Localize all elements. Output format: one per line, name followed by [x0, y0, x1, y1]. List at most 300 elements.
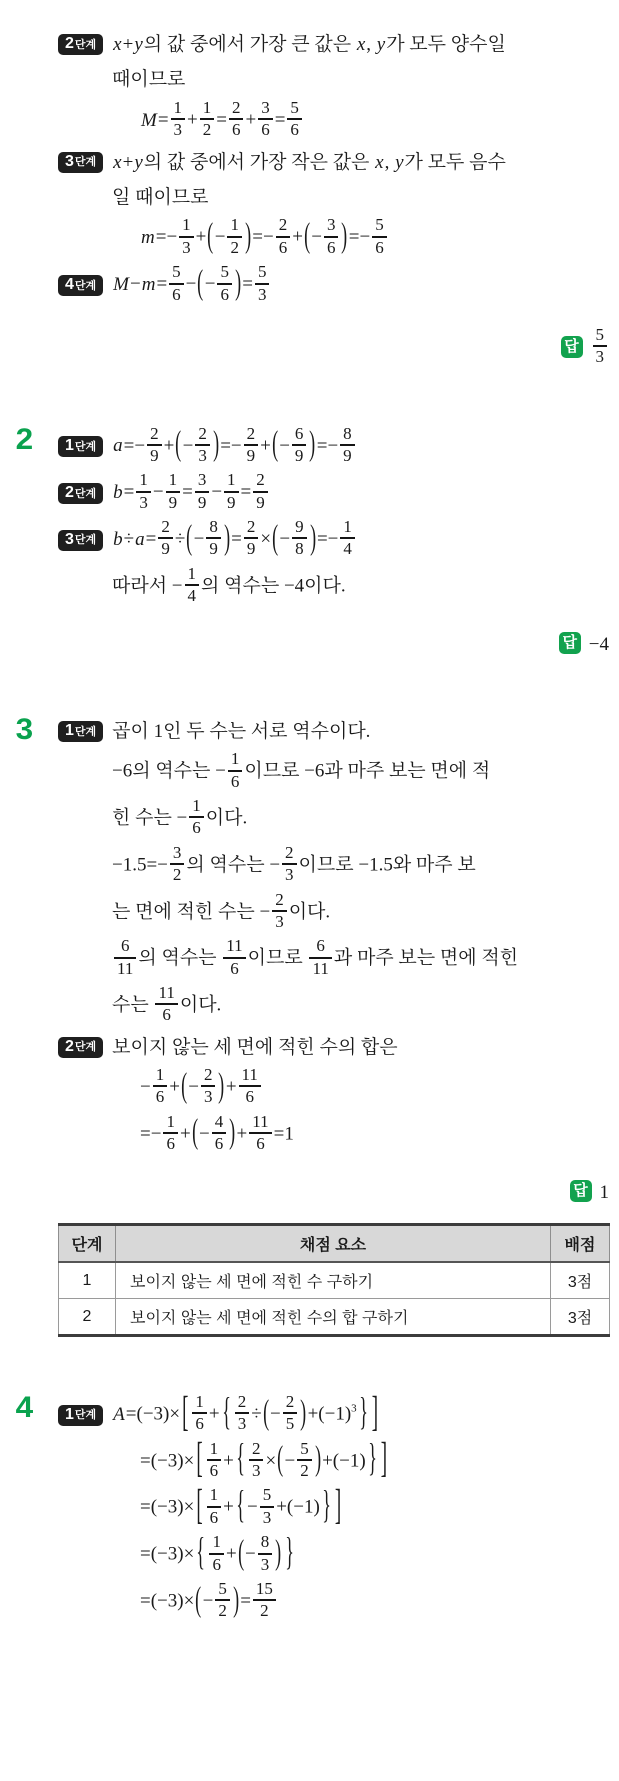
- fraction: [255, 263, 270, 304]
- equation-line: =− $\frac{1}{6}$ +(− $\frac{4}{6}$ )+ $\frac{11}{6}$ =1: [140, 1115, 619, 1156]
- fraction-denominator: 6: [228, 770, 243, 791]
- problem-section: [0, 30, 619, 369]
- big-delimiter: [: [196, 1483, 203, 1530]
- fraction: [593, 326, 608, 367]
- step-content: M−m= $\frac{5}{6}$ −(− $\frac{5}{6}$ )= $\frac{5}{3}$: [112, 265, 271, 306]
- equation-line: =(−3)×(− $\frac{5}{2}$ )= $\frac{15}{2}$: [140, 1582, 619, 1623]
- big-delimiter: (: [186, 518, 193, 558]
- fraction: [195, 471, 210, 512]
- fraction-denominator: 11: [309, 957, 331, 978]
- table-row: [59, 1262, 610, 1299]
- big-delimiter: }: [358, 1391, 368, 1435]
- fraction-numerator: 5: [218, 1578, 227, 1598]
- fraction-denominator: 9: [292, 444, 307, 465]
- fraction: [215, 1580, 230, 1621]
- fraction-denominator: 6: [189, 816, 204, 837]
- fraction: [136, 471, 151, 512]
- fraction-numerator: 15: [255, 1578, 273, 1598]
- answer-row: [0, 324, 609, 369]
- fraction-numerator: 2: [278, 215, 288, 235]
- fraction-numerator: 1: [227, 470, 236, 490]
- fraction: [276, 216, 291, 257]
- answer-badge: 답: [559, 632, 581, 654]
- math-variable: y: [395, 151, 404, 173]
- fraction: [244, 425, 259, 466]
- step-row: [58, 517, 619, 561]
- fraction-denominator: 8: [292, 537, 307, 558]
- fraction: [340, 425, 355, 466]
- fraction-numerator: 5: [172, 262, 181, 282]
- math-variable: A: [113, 1403, 125, 1425]
- fraction-denominator: 6: [258, 118, 273, 139]
- fraction-numerator: 11: [226, 936, 243, 956]
- fraction-denominator: 3: [272, 910, 287, 931]
- fraction-numerator: 11: [252, 1111, 269, 1131]
- big-delimiter: {: [236, 1484, 245, 1528]
- text-line: −1.5=− $\frac{3}{2}$ 의 역수는 − $\frac{2}{3}$ 이므로 −1.5와 마주 보: [112, 842, 476, 885]
- fraction: [195, 425, 210, 466]
- step-badge: [58, 275, 103, 296]
- fraction-denominator: 6: [287, 118, 302, 139]
- step-label: 단계: [74, 38, 97, 51]
- fraction-denominator: 3: [593, 345, 608, 366]
- math-variable: M: [141, 109, 157, 131]
- fraction: [166, 471, 181, 512]
- step-row: [58, 717, 619, 746]
- big-delimiter: ]: [334, 1483, 342, 1530]
- big-delimiter: (: [237, 1533, 244, 1573]
- problem-number: 2: [15, 422, 34, 456]
- step-content: A=(−3)× [ $\frac{1}{6}$ + { $\frac{2}{3}$ ÷(− $\frac{2}{5}$ )$+(-1)^3$ } ]: [112, 1395, 380, 1436]
- grading-table: [58, 1223, 610, 1337]
- fraction-numerator: 1: [192, 796, 201, 816]
- problem-section-3: [0, 712, 619, 1337]
- big-delimiter: (: [272, 518, 279, 558]
- step-label: 단계: [74, 534, 97, 547]
- answer-value: 1: [599, 1181, 609, 1203]
- fraction: [292, 518, 307, 559]
- fraction-denominator: 3: [282, 863, 297, 884]
- fraction: [253, 471, 268, 512]
- fraction-numerator: 2: [256, 470, 265, 490]
- step-row: [58, 1389, 619, 1436]
- math-variable: M: [113, 273, 129, 295]
- fraction-numerator: 1: [182, 215, 191, 235]
- fraction: [249, 1113, 271, 1154]
- math-variable: x: [113, 151, 122, 173]
- fraction-denominator: 6: [212, 1132, 227, 1153]
- big-delimiter: (: [181, 1066, 188, 1106]
- fraction-numerator: 3: [172, 842, 182, 862]
- step-row: [58, 148, 619, 177]
- fraction: [114, 937, 136, 978]
- answer-badge: 답: [570, 1180, 592, 1202]
- fraction-numerator: 1: [343, 517, 352, 537]
- fraction-numerator: 5: [220, 262, 229, 282]
- answer-row: [0, 1178, 609, 1207]
- fraction: [324, 216, 339, 257]
- fraction: [189, 797, 204, 838]
- fraction: [340, 518, 355, 559]
- fraction-denominator: 9: [195, 491, 210, 512]
- big-delimiter: ): [218, 1066, 225, 1106]
- fraction-denominator: 3: [179, 236, 194, 257]
- fraction: [212, 1113, 227, 1154]
- fraction-numerator: 1: [209, 1485, 219, 1505]
- step-number: 3: [65, 152, 74, 170]
- fraction-numerator: 2: [231, 97, 241, 117]
- fraction-denominator: 6: [153, 1085, 168, 1106]
- fraction-denominator: 9: [206, 537, 221, 558]
- table-cell: 1: [59, 1262, 116, 1299]
- equation-line: m=− $\frac{1}{3}$ +(− $\frac{1}{2}$ )=− $\frac{2}{6}$ +(− $\frac{3}{6}$ )=− $\frac{5}{6}$: [140, 218, 619, 259]
- fraction-numerator: 1: [187, 563, 197, 583]
- big-delimiter: ): [341, 216, 348, 256]
- fraction: [287, 99, 302, 140]
- step-badge: [58, 530, 103, 551]
- fraction-denominator: 6: [217, 283, 232, 304]
- step-content: b= $\frac{1}{3}$ − $\frac{1}{9}$ = $\frac{3}{9}$ − $\frac{1}{9}$ = $\frac{2}{9}$: [112, 473, 270, 514]
- table-header-cell: 단계: [59, 1225, 116, 1263]
- answer-value: −4: [588, 633, 609, 655]
- fraction: [179, 216, 194, 257]
- big-delimiter: ): [314, 1440, 321, 1480]
- fraction-denominator: 2: [215, 1599, 230, 1620]
- big-delimiter: }: [322, 1484, 331, 1528]
- fraction-denominator: 6: [223, 957, 245, 978]
- fraction-denominator: 3: [171, 118, 186, 139]
- math-variable: m: [141, 227, 155, 249]
- big-delimiter: ): [309, 518, 316, 558]
- fraction-denominator: 9: [147, 444, 162, 465]
- table-cell: 3점: [551, 1299, 610, 1336]
- fraction: [153, 1066, 168, 1107]
- equation-line: =(−3)× [ $\frac{1}{6}$ + { $\frac{2}{3}$ ×(− $\frac{5}{2}$ )+(−1) } ]: [140, 1442, 619, 1483]
- table-cell: 2: [59, 1299, 116, 1336]
- fraction-denominator: 2: [253, 1599, 276, 1620]
- fraction-denominator: 4: [340, 537, 355, 558]
- fraction-numerator: 6: [316, 936, 325, 956]
- math-variable: a: [113, 435, 123, 457]
- problem-number: 3: [15, 712, 34, 746]
- fraction: [282, 844, 297, 885]
- fraction-numerator: 1: [166, 1111, 175, 1131]
- fraction-denominator: 3: [195, 444, 210, 465]
- step-badge: [58, 721, 103, 742]
- fraction-numerator: 8: [260, 1532, 270, 1552]
- step-badge: [58, 152, 103, 173]
- problem-section-2: [0, 422, 619, 659]
- text-line: −6의 역수는 − $\frac{1}{6}$ 이므로 −6과 마주 보는 면에 적: [112, 749, 491, 791]
- fraction-denominator: 2: [170, 863, 185, 884]
- fraction-numerator: 8: [343, 423, 352, 443]
- answer-row: [0, 630, 609, 659]
- step-content: a=− $\frac{2}{9}$ +(− $\frac{2}{3}$ )=− $\frac{2}{9}$ +(− $\frac{6}{9}$ )=− $\frac{8}{9}$: [112, 427, 357, 468]
- fraction-numerator: 2: [251, 1438, 261, 1458]
- table-header-row: [59, 1225, 610, 1263]
- fraction-numerator: 1: [173, 97, 183, 117]
- fraction-numerator: 1: [202, 97, 212, 117]
- text-line: 일 때이므로: [112, 187, 209, 209]
- step-badge: [58, 436, 103, 457]
- fraction-denominator: 2: [297, 1459, 312, 1480]
- big-delimiter: }: [284, 1531, 294, 1575]
- big-delimiter: ]: [371, 1389, 379, 1436]
- fraction-denominator: 6: [249, 1132, 271, 1153]
- fraction: [372, 216, 387, 257]
- big-delimiter: ): [223, 518, 230, 558]
- problem-section-4: [0, 1389, 619, 1623]
- fraction: [249, 1440, 264, 1481]
- step-row: [58, 1033, 619, 1062]
- fraction-denominator: 6: [192, 1412, 207, 1433]
- fraction-denominator: 9: [166, 491, 181, 512]
- fraction: [229, 99, 244, 140]
- math-variable: b: [113, 528, 123, 550]
- fraction-numerator: 3: [261, 97, 270, 117]
- math-variable: y: [134, 151, 143, 173]
- fraction-numerator: 1: [212, 1532, 221, 1552]
- math-variable: b: [113, 482, 123, 504]
- big-delimiter: }: [367, 1438, 377, 1482]
- math-variable: m: [141, 273, 156, 295]
- fraction: [147, 425, 162, 466]
- fraction-numerator: 2: [237, 1392, 247, 1411]
- fraction-numerator: 5: [262, 1485, 272, 1505]
- step-content: x+y의 값 중에서 가장 작은 값은 x, y가 모두 음수: [113, 151, 506, 173]
- fraction-denominator: 9: [253, 491, 268, 512]
- fraction: [253, 1580, 276, 1621]
- fraction-numerator: 2: [150, 423, 159, 443]
- big-delimiter: {: [221, 1391, 231, 1435]
- fraction: [309, 937, 331, 978]
- fraction-numerator: 1: [155, 1065, 165, 1085]
- fraction-denominator: 3: [255, 283, 270, 304]
- big-delimiter: ): [300, 1393, 307, 1433]
- fraction-numerator: 4: [214, 1111, 224, 1131]
- fraction-numerator: 2: [246, 423, 256, 443]
- step-number: 4: [65, 276, 74, 294]
- math-variable: x: [113, 34, 122, 55]
- table-cell: 보이지 않는 세 면에 적힌 수 구하기: [116, 1262, 551, 1299]
- fraction-denominator: 6: [155, 1003, 177, 1024]
- fraction-numerator: 2: [285, 842, 294, 862]
- step-number: 2: [65, 1037, 74, 1055]
- fraction: [228, 750, 243, 791]
- fraction-numerator: 5: [595, 324, 604, 344]
- big-delimiter: [: [182, 1389, 189, 1436]
- fraction-numerator: 1: [195, 1392, 204, 1411]
- fraction: [244, 518, 259, 559]
- fraction-numerator: 3: [326, 215, 336, 235]
- fraction-numerator: 11: [241, 1065, 258, 1085]
- fraction-numerator: 11: [158, 982, 175, 1002]
- step-row: [58, 423, 619, 468]
- table-row: [59, 1299, 610, 1336]
- fraction-denominator: 9: [244, 444, 259, 465]
- step-label: 단계: [74, 725, 97, 738]
- fraction-numerator: 1: [168, 470, 178, 490]
- fraction-denominator: 4: [185, 584, 200, 605]
- math-variable: x: [375, 151, 384, 173]
- fraction: [258, 1533, 273, 1574]
- fraction: [169, 263, 184, 304]
- fraction: [155, 984, 177, 1025]
- math-variable: a: [135, 528, 145, 550]
- fraction-numerator: 9: [295, 517, 304, 537]
- fraction-numerator: 2: [275, 889, 284, 909]
- equation-line: − $\frac{1}{6}$ +(− $\frac{2}{3}$ )+ $\frac{11}{6}$: [140, 1068, 619, 1109]
- fraction-denominator: 3: [136, 491, 151, 512]
- fraction: [239, 1066, 261, 1107]
- step-badge: [58, 34, 103, 55]
- step-label: 단계: [74, 1409, 97, 1422]
- fraction-denominator: 9: [224, 491, 239, 512]
- step-label: 단계: [74, 487, 97, 500]
- text-line: $\frac{6}{11}$ 의 역수는 $\frac{11}{6}$ 이므로 $\frac{6}{11}$ 과 마주 보는 면에 적힌: [112, 939, 619, 980]
- fraction: [201, 1066, 216, 1107]
- fraction-numerator: 8: [209, 517, 218, 537]
- fraction-denominator: 6: [324, 236, 339, 257]
- step-badge: [58, 1037, 103, 1058]
- fraction-denominator: 9: [244, 537, 259, 558]
- big-delimiter: ): [235, 263, 242, 303]
- fraction-denominator: 6: [229, 118, 244, 139]
- step-label: 단계: [74, 156, 97, 169]
- fraction-numerator: 6: [294, 423, 304, 443]
- step-content: 보이지 않는 세 면에 적힌 수의 합은: [112, 1036, 398, 1058]
- fraction: [235, 1393, 250, 1434]
- step-content: b÷a= $\frac{2}{9}$ ÷(− $\frac{8}{9}$ )= $\frac{2}{9}$ ×(− $\frac{9}{8}$ )=− $\frac{1}{4}$: [112, 520, 357, 561]
- fraction-numerator: 5: [375, 215, 384, 235]
- fraction: [171, 99, 186, 140]
- fraction-numerator: 2: [246, 517, 256, 537]
- step-number: 3: [65, 530, 74, 548]
- big-delimiter: ): [245, 216, 252, 256]
- answer-value: [591, 324, 610, 369]
- big-delimiter: {: [196, 1531, 206, 1575]
- fraction: [260, 1486, 275, 1527]
- fraction-denominator: 6: [372, 236, 387, 257]
- fraction-denominator: 5: [283, 1412, 298, 1433]
- step-label: 단계: [74, 1041, 97, 1054]
- fraction: [206, 518, 221, 559]
- fraction-denominator: 3: [260, 1506, 275, 1527]
- text-line: 는 면에 적힌 수는 − $\frac{2}{3}$ 이다.: [112, 889, 331, 931]
- fraction-denominator: 6: [209, 1553, 224, 1574]
- big-delimiter: (: [195, 1580, 202, 1620]
- fraction: [217, 263, 232, 304]
- big-delimiter: {: [236, 1438, 245, 1482]
- big-delimiter: (: [191, 1113, 198, 1153]
- table-cell: 3점: [551, 1262, 610, 1299]
- step-badge: [58, 483, 103, 504]
- text-line: 수는 $\frac{11}{6}$ 이다.: [112, 982, 222, 1025]
- fraction: [200, 99, 215, 140]
- math-variable: x: [356, 34, 366, 55]
- fraction-numerator: 2: [285, 1392, 295, 1411]
- text-line: 따라서 − $\frac{1}{4}$ 의 역수는 −4이다.: [112, 563, 346, 606]
- fraction-numerator: 2: [161, 517, 170, 537]
- fraction: [170, 844, 185, 885]
- text-line: 때이므로: [112, 69, 186, 91]
- equation-line: M= $\frac{1}{3}$ + $\frac{1}{2}$ = $\frac{2}{6}$ + $\frac{3}{6}$ = $\frac{5}{6}$: [140, 101, 619, 142]
- table-cell: 보이지 않는 세 면에 적힌 수의 합 구하기: [116, 1299, 551, 1336]
- math-variable: y: [134, 34, 143, 55]
- step-row: [58, 262, 619, 306]
- text-line: 힌 수는 − $\frac{1}{6}$ 이다.: [112, 796, 248, 838]
- fraction-denominator: 2: [227, 236, 242, 257]
- fraction-denominator: 6: [207, 1506, 222, 1527]
- step-row: [58, 470, 619, 514]
- fraction-numerator: 1: [230, 749, 240, 769]
- fraction-numerator: 3: [197, 470, 207, 490]
- fraction-numerator: 5: [257, 262, 267, 282]
- fraction-denominator: 9: [158, 537, 173, 558]
- step-number: 1: [65, 722, 74, 740]
- fraction: [272, 891, 287, 932]
- fraction-denominator: 6: [163, 1132, 178, 1153]
- fraction: [224, 471, 239, 512]
- fraction-denominator: 6: [239, 1085, 261, 1106]
- fraction-denominator: 6: [169, 283, 184, 304]
- fraction: [207, 1486, 222, 1527]
- big-delimiter: ): [275, 1533, 282, 1573]
- fraction-denominator: 6: [207, 1459, 222, 1480]
- big-delimiter: (: [277, 1440, 284, 1480]
- fraction: [292, 425, 307, 466]
- big-delimiter: ): [309, 425, 316, 465]
- big-delimiter: (: [197, 263, 204, 303]
- big-delimiter: (: [304, 216, 311, 256]
- step-number: 1: [65, 437, 74, 455]
- fraction-denominator: 3: [235, 1412, 250, 1433]
- answer-badge: 답: [561, 336, 583, 358]
- step-content: 곱이 1인 두 수는 서로 역수이다.: [112, 720, 371, 742]
- fraction-numerator: 1: [139, 470, 148, 490]
- fraction: [258, 99, 273, 140]
- big-delimiter: (: [262, 1393, 269, 1433]
- big-delimiter: (: [207, 216, 214, 256]
- step-label: 단계: [74, 279, 97, 292]
- math-variable: y: [376, 34, 386, 55]
- fraction-numerator: 2: [198, 423, 207, 443]
- fraction: [158, 518, 173, 559]
- fraction-numerator: 2: [203, 1065, 213, 1085]
- step-number: 2: [65, 35, 74, 53]
- fraction-numerator: 5: [290, 97, 299, 117]
- fraction-numerator: 6: [120, 936, 130, 956]
- fraction: [227, 216, 242, 257]
- step-label: 단계: [74, 440, 97, 453]
- fraction: [207, 1440, 222, 1481]
- fraction-denominator: 6: [276, 236, 291, 257]
- fraction: [185, 565, 200, 606]
- step-number: 1: [65, 1405, 74, 1423]
- fraction: [163, 1113, 178, 1154]
- exponent: 3: [351, 1402, 357, 1415]
- big-delimiter: ): [229, 1113, 236, 1153]
- fraction-numerator: 5: [300, 1438, 309, 1458]
- table-header-cell: 채점 요소: [116, 1225, 551, 1263]
- fraction-denominator: 9: [340, 444, 355, 465]
- fraction-denominator: 2: [200, 118, 215, 139]
- equation-line: =(−3)× { $\frac{1}{6}$ +(− $\frac{8}{3}$ ) }: [140, 1535, 619, 1576]
- fraction-denominator: 3: [249, 1459, 264, 1480]
- big-delimiter: [: [196, 1436, 203, 1483]
- problem-number: 4: [15, 1391, 34, 1424]
- step-row: [58, 30, 619, 59]
